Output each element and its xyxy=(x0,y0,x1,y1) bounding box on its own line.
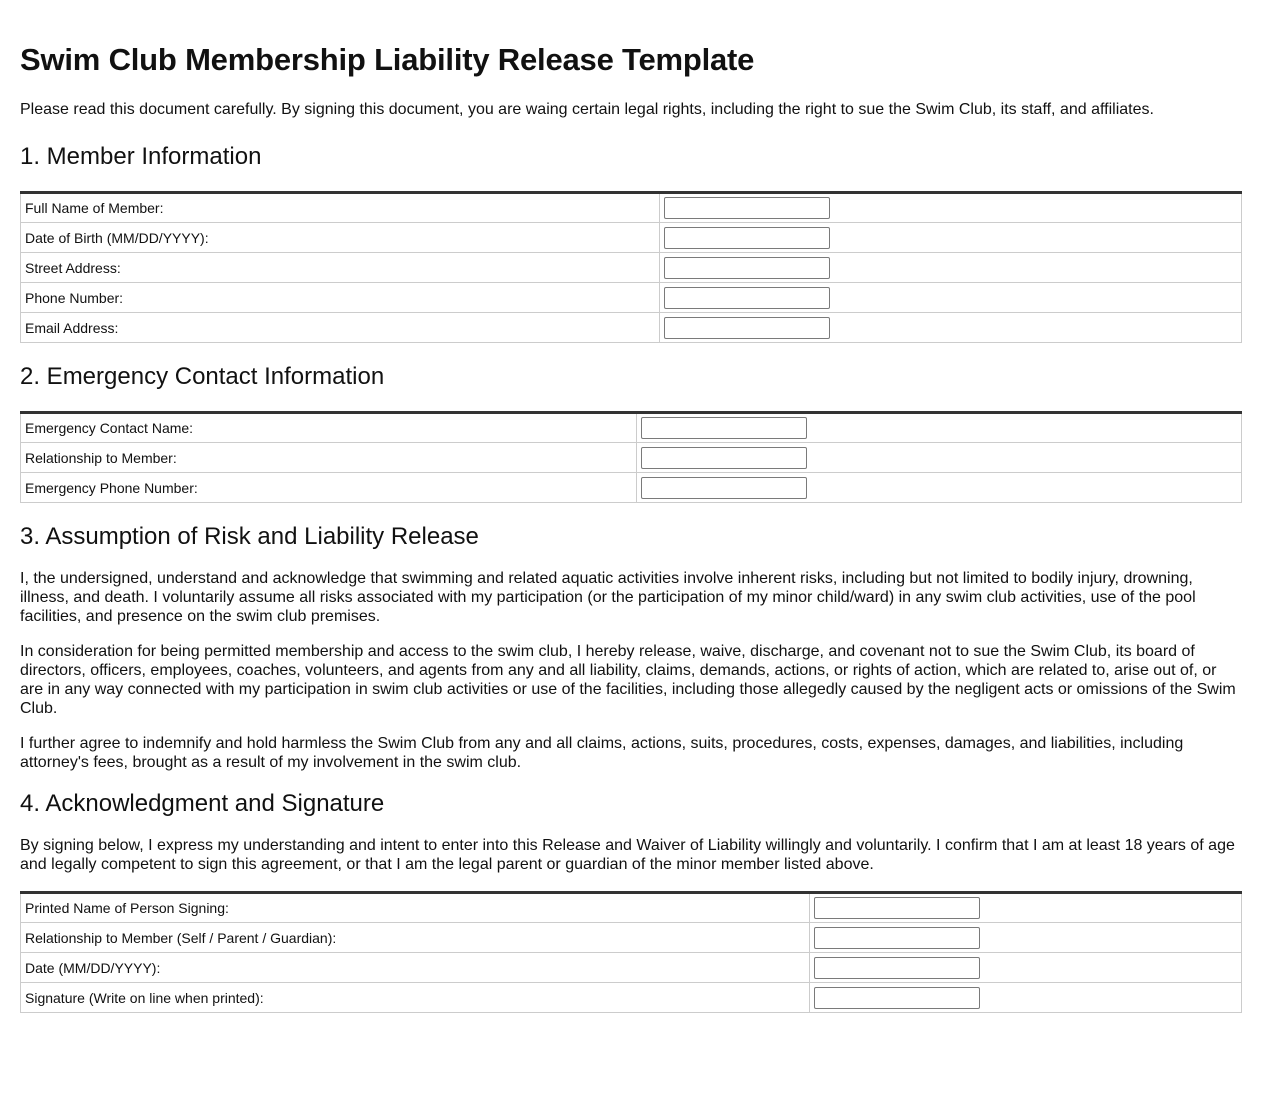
field-label-date: Date (MM/DD/YYYY): xyxy=(21,953,810,983)
table-row xyxy=(21,473,1242,503)
field-cell xyxy=(810,953,1242,983)
table-row xyxy=(21,193,1242,223)
date-of-birth-input[interactable] xyxy=(664,227,830,249)
risk-paragraph-2: In consideration for being permitted membership and access to the swim club, I hereby release, waive, discharge, and covenant not to sue the Swim Club, its board of directors, officers, employees, coaches, volunteers, and agents from any and all liability, claims, demands, actions, or rights of action, which are related to, arise out of, or are in any way connected with my participation in swim club activities or use of the facilities, including those allegedly caused by the negligent acts or omissions of the Swim Club. xyxy=(20,643,1236,717)
field-label-relationship: Relationship to Member: xyxy=(21,443,637,473)
field-cell xyxy=(660,253,1242,283)
field-cell xyxy=(660,223,1242,253)
full-name-input[interactable] xyxy=(664,197,830,219)
table-row xyxy=(21,283,1242,313)
table-row xyxy=(21,313,1242,343)
field-label-emergency-phone: Emergency Phone Number: xyxy=(21,473,637,503)
table-row xyxy=(21,983,1242,1013)
field-label-signature: Signature (Write on line when printed): xyxy=(21,983,810,1013)
field-cell xyxy=(660,283,1242,313)
field-label-emergency-contact-name: Emergency Contact Name: xyxy=(21,413,637,443)
relationship-input[interactable] xyxy=(641,447,807,469)
field-cell xyxy=(637,443,1242,473)
date-input[interactable] xyxy=(814,957,980,979)
emergency-phone-input[interactable] xyxy=(641,477,807,499)
table-row xyxy=(21,953,1242,983)
field-cell xyxy=(810,923,1242,953)
section-heading-acknowledgment: 4. Acknowledgment and Signature xyxy=(20,790,385,817)
field-cell xyxy=(637,413,1242,443)
field-cell xyxy=(660,313,1242,343)
signature-table xyxy=(20,891,1242,1013)
field-cell xyxy=(660,193,1242,223)
emergency-contact-name-input[interactable] xyxy=(641,417,807,439)
table-row xyxy=(21,223,1242,253)
table-row xyxy=(21,443,1242,473)
table-row xyxy=(21,923,1242,953)
printed-name-input[interactable] xyxy=(814,897,980,919)
table-row xyxy=(21,413,1242,443)
table-row xyxy=(21,893,1242,923)
signature-input[interactable] xyxy=(814,987,980,1009)
field-label-signer-relationship: Relationship to Member (Self / Parent / Guardian): xyxy=(21,923,810,953)
signer-relationship-input[interactable] xyxy=(814,927,980,949)
field-cell xyxy=(810,893,1242,923)
section-heading-emergency-contact: 2. Emergency Contact Information xyxy=(20,363,385,390)
field-label-full-name: Full Name of Member: xyxy=(21,193,660,223)
document-title: Swim Club Membership Liability Release Template xyxy=(20,42,755,77)
field-cell xyxy=(810,983,1242,1013)
risk-paragraph-3: I further agree to indemnify and hold harmless the Swim Club from any and all claims, actions, suits, procedures, costs, expenses, damages, and liabilities, including attorney's fees, brought as a result of my involvement in the swim club. xyxy=(20,735,1184,771)
email-address-input[interactable] xyxy=(664,317,830,339)
field-cell xyxy=(637,473,1242,503)
field-label-printed-name: Printed Name of Person Signing: xyxy=(21,893,810,923)
member-information-table xyxy=(20,191,1242,343)
emergency-contact-table xyxy=(20,411,1242,503)
field-label-date-of-birth: Date of Birth (MM/DD/YYYY): xyxy=(21,223,660,253)
section-heading-assumption-of-risk: 3. Assumption of Risk and Liability Release xyxy=(20,523,479,550)
section-heading-member-information: 1. Member Information xyxy=(20,143,262,170)
field-label-phone-number: Phone Number: xyxy=(21,283,660,313)
risk-paragraph-1: I, the undersigned, understand and acknowledge that swimming and related aquatic activities involve inherent risks, including but not limited to bodily injury, drowning, illness, and death. I voluntarily assume all risks associated with my participation (or the participation of my minor child/ward) in any swim club activities, use of the pool facilities, and presence on the swim club premises. xyxy=(20,570,1196,625)
intro-text: Please read this document carefully. By signing this document, you are waing certain legal rights, including the right to sue the Swim Club, its staff, and affiliates. xyxy=(20,101,1154,118)
acknowledgment-paragraph: By signing below, I express my understanding and intent to enter into this Release and Waiver of Liability willingly and voluntarily. I confirm that I am at least 18 years of age and legally competent to sign this agreement, or that I am the legal parent or guardian of the minor member listed above. xyxy=(20,837,1235,873)
street-address-input[interactable] xyxy=(664,257,830,279)
field-label-street-address: Street Address: xyxy=(21,253,660,283)
table-row xyxy=(21,253,1242,283)
phone-number-input[interactable] xyxy=(664,287,830,309)
field-label-email-address: Email Address: xyxy=(21,313,660,343)
